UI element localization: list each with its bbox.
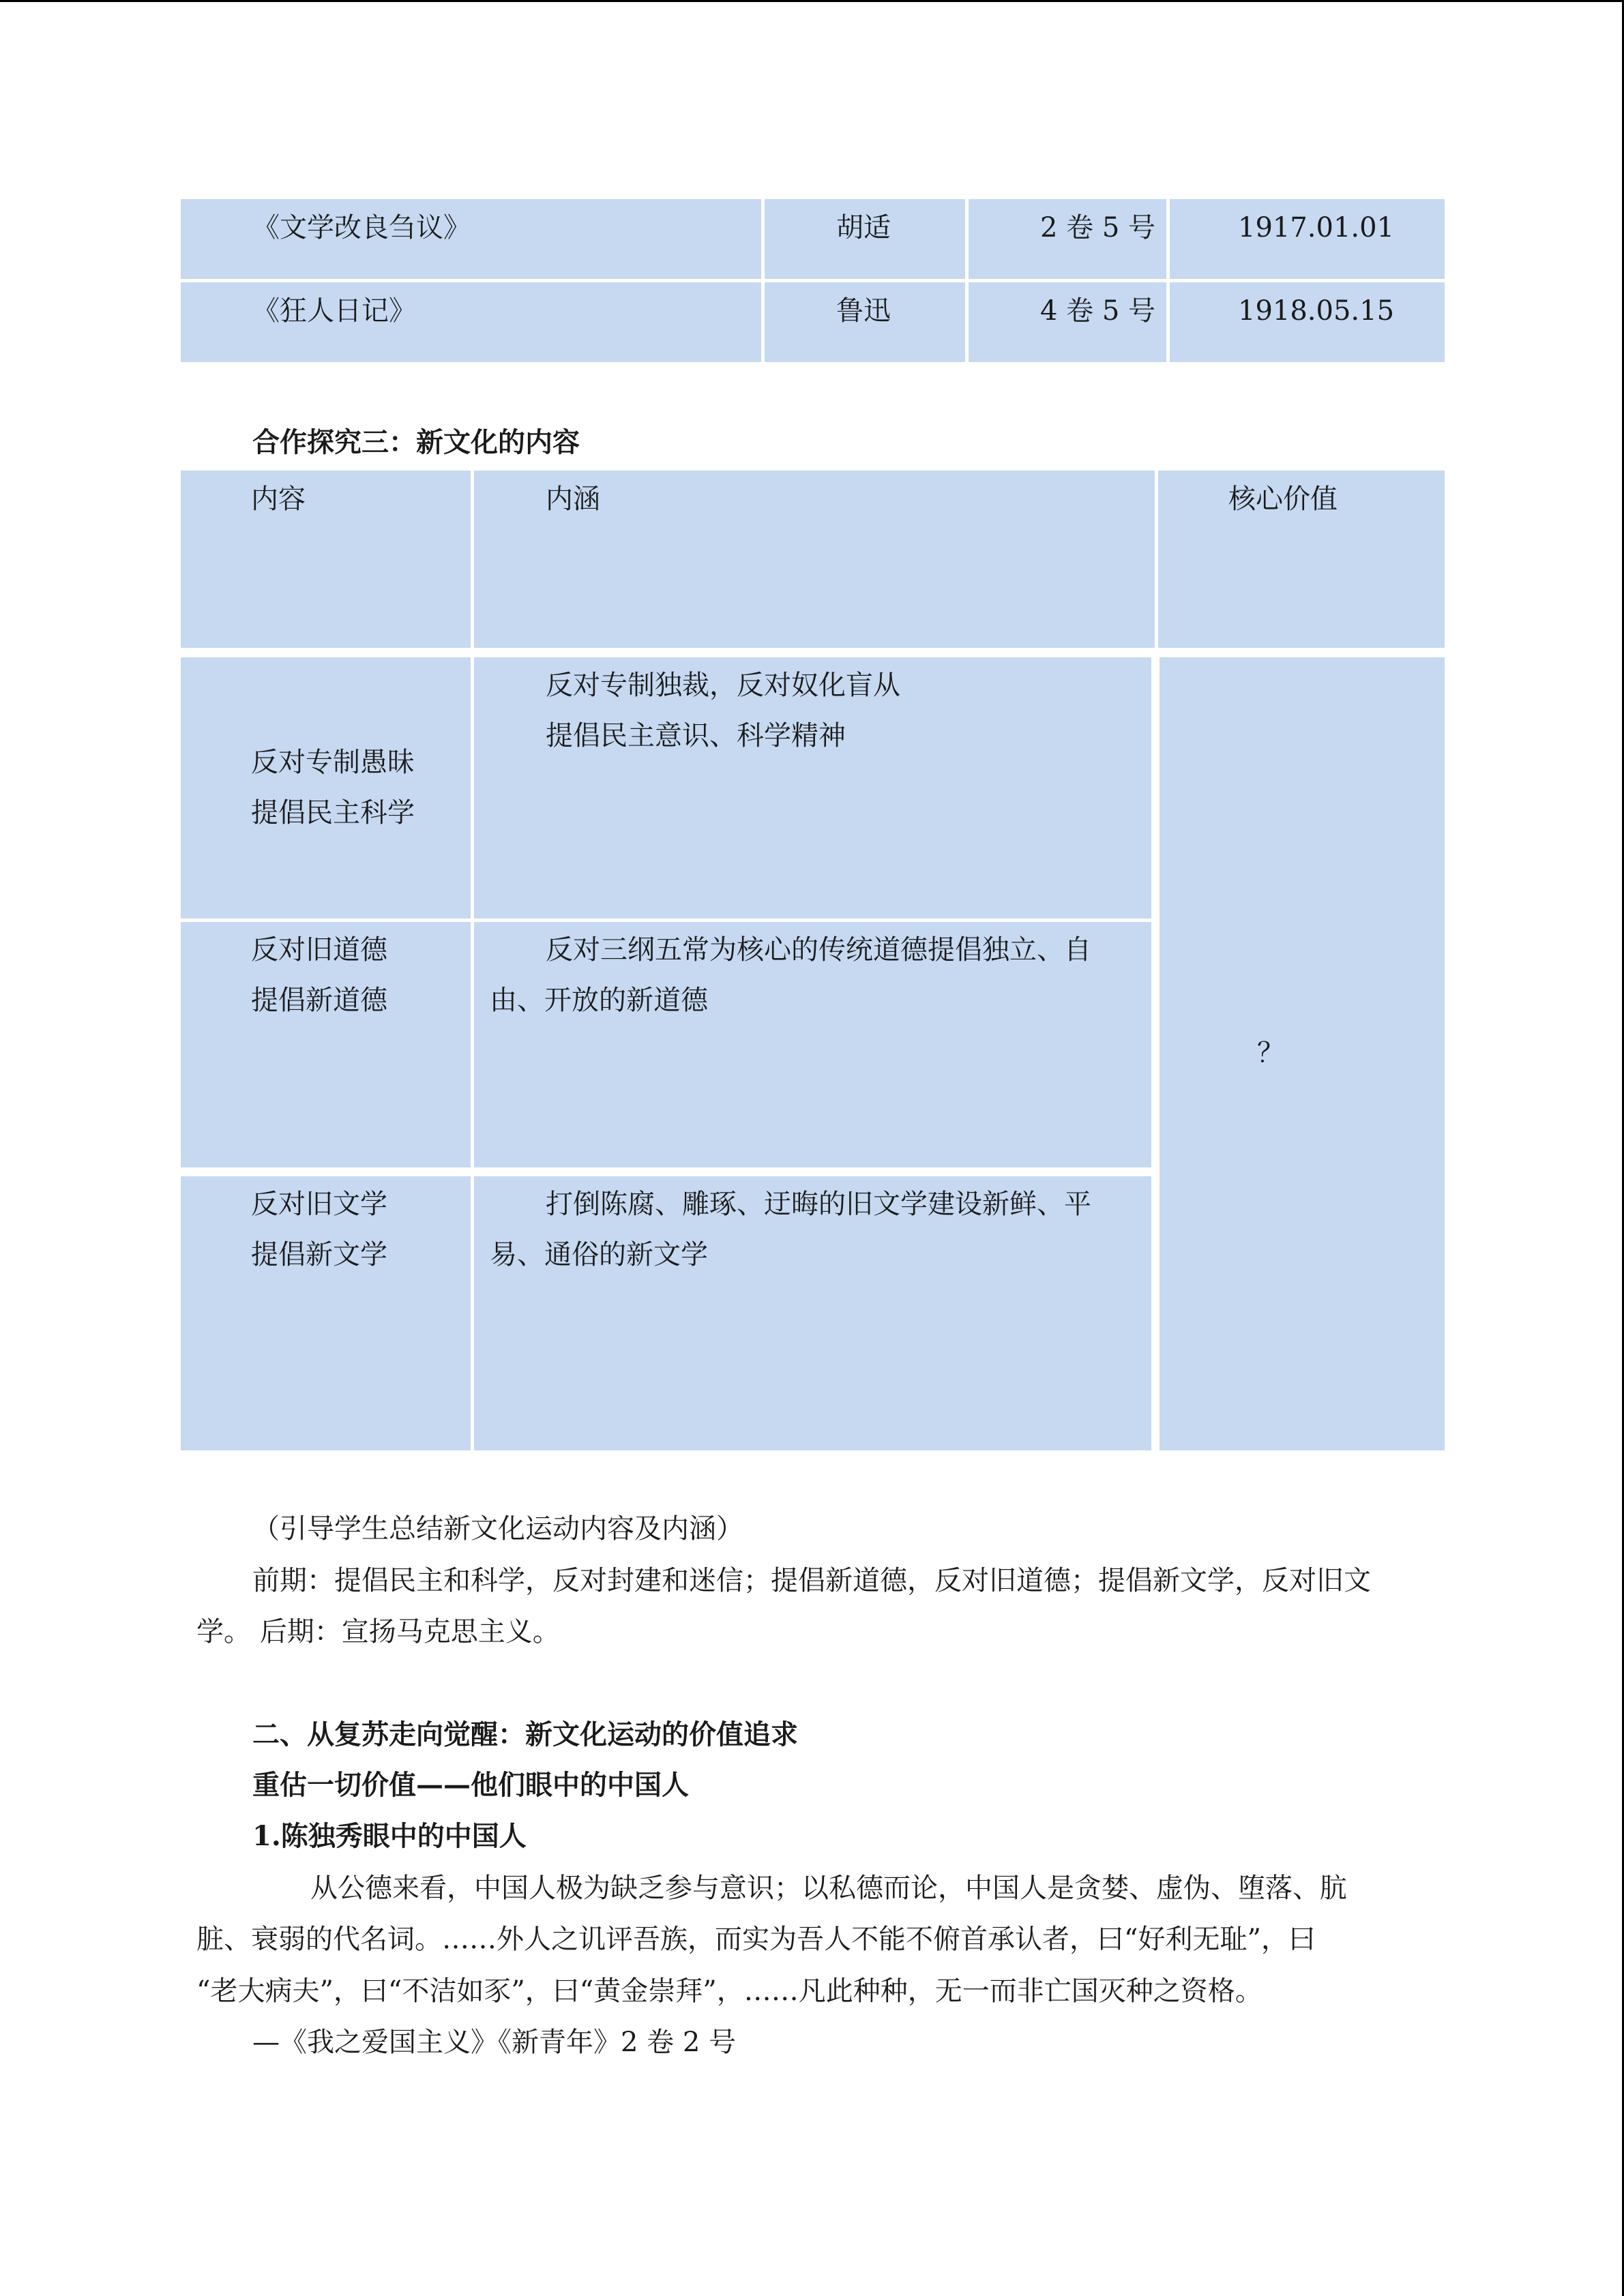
section-heading: 合作探究三：新文化的内容 [252,426,580,458]
article-issue: 2 卷 5 号 [1040,212,1156,243]
article-date: 1918.05.15 [1238,295,1395,327]
header-content-cell [181,471,471,648]
header-content: 内容 [251,483,306,515]
article-author: 胡适 [836,212,891,243]
content-cell [181,657,471,919]
meaning-line: 反对三纲五常为核心的传统道德提倡独立、自 [546,934,1091,966]
header-meaning-cell [474,471,1155,648]
meaning-cell [474,922,1151,1167]
quote-line: “老大病夫”，曰“不洁如豕”，曰“黄金崇拜”，……凡此种种，无一而非亡国灭种之资格。 [196,1976,1263,2007]
article-date-cell [1170,282,1445,362]
article-issue-cell [969,282,1166,362]
header-meaning: 内涵 [546,483,600,515]
content-text: 反对旧文学 提倡新文学 [251,1189,387,1270]
table-row [181,282,761,362]
page-top-border [0,0,1624,2]
article-title: 《狂人日记》 [252,295,416,327]
meaning-text: 反对专制独裁，反对奴化盲从 提倡民主意识、科学精神 [546,670,900,751]
article-date-cell [1170,199,1445,279]
article-issue: 4 卷 5 号 [1040,295,1156,327]
meaning-line: 由、开放的新道德 [490,985,708,1016]
article-title: 《文学改良刍议》 [252,212,471,243]
core-value-text: ？ [1257,1037,1284,1069]
item-heading: 1.陈独秀眼中的中国人 [252,1820,527,1852]
quote-line: 脏、衰弱的代名词。……外人之讥评吾族，而实为吾人不能不俯首承认者，曰“好利无耻”，曰 [196,1924,1316,1955]
quote-line: 从公德来看，中国人极为缺乏参与意识；以私德而论，中国人是贪婪、虚伪、堕落、肮 [310,1873,1347,1904]
meaning-cell [474,657,1151,919]
summary-line: 学。 后期：宣扬马克思主义。 [196,1616,560,1648]
core-value-cell [1160,657,1445,1450]
section-heading: 二、从复苏走向觉醒：新文化运动的价值追求 [252,1718,798,1750]
meaning-line: 打倒陈腐、雕琢、迂晦的旧文学建设新鲜、平 [546,1189,1091,1220]
content-cell [181,1176,471,1450]
content-text: 反对旧道德 提倡新道德 [251,934,387,1016]
quote-source: —《我之爱国主义》《新青年》2 卷 2 号 [252,2027,737,2058]
subheading: 重估一切价值——他们眼中的中国人 [252,1769,689,1801]
article-author: 鲁迅 [836,295,891,327]
article-author-cell [765,199,965,279]
table-row [181,199,761,279]
meaning-line: 易、通俗的新文学 [490,1239,708,1270]
meaning-cell [474,1176,1151,1450]
article-issue-cell [969,199,1166,279]
content-cell [181,922,471,1167]
content-text: 反对专制愚昧 提倡民主科学 [251,747,415,829]
summary-line: 前期：提倡民主和科学，反对封建和迷信；提倡新道德，反对旧道德；提倡新文学，反对旧文 [252,1565,1371,1596]
article-date: 1917.01.01 [1238,212,1395,243]
header-core-value-cell [1158,471,1445,648]
header-core-value: 核心价值 [1228,483,1338,515]
summary-note: （引导学生总结新文化运动内容及内涵） [252,1513,743,1545]
article-author-cell [765,282,965,362]
